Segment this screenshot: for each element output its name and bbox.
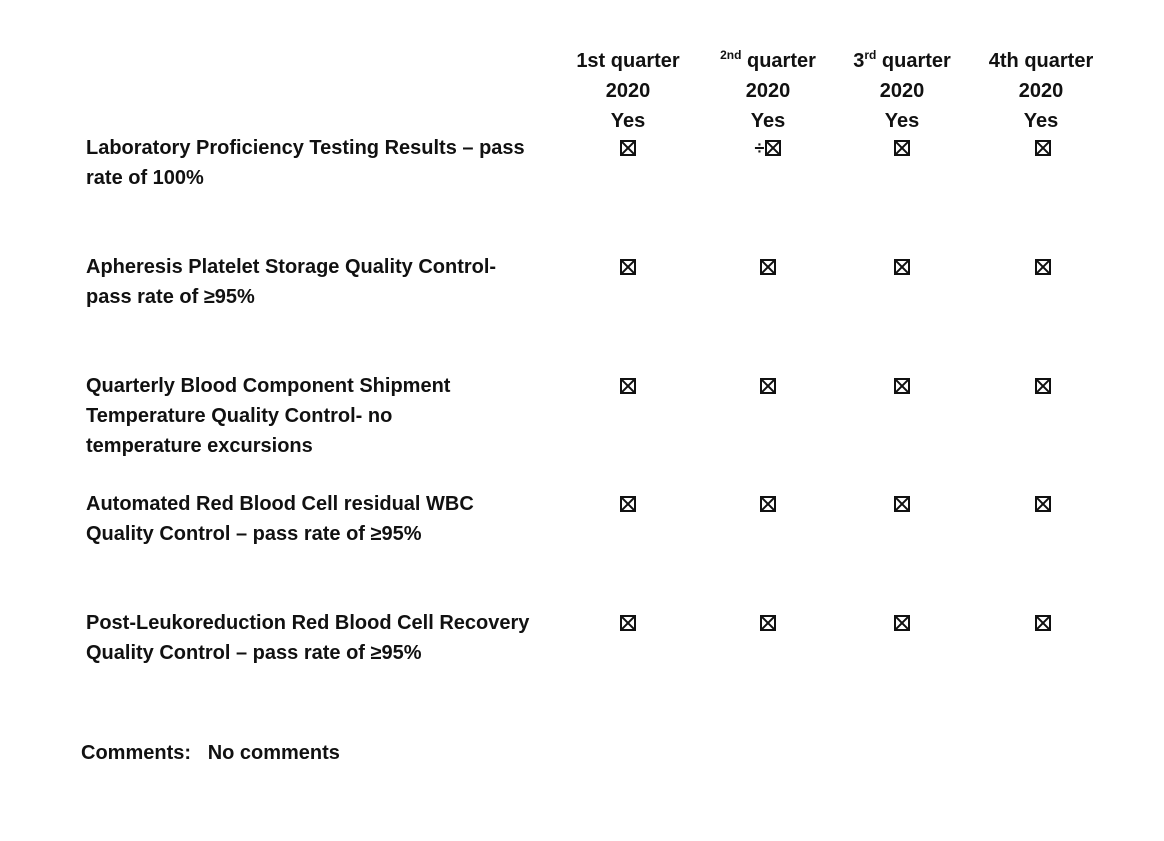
checked-box-icon[interactable] (894, 496, 910, 512)
checked-box-icon[interactable] (760, 496, 776, 512)
checked-box-icon[interactable] (620, 615, 636, 631)
column-header-q2-year: 2020 (745, 80, 791, 102)
column-header-q1 (558, 46, 698, 136)
checkbox-cell[interactable] (832, 608, 972, 638)
checkbox-cell[interactable] (832, 489, 972, 519)
checked-box-icon[interactable] (620, 496, 636, 512)
checked-box-icon[interactable] (894, 259, 910, 275)
checked-box-icon[interactable] (760, 378, 776, 394)
checkbox-cell[interactable] (698, 371, 838, 401)
checked-box-icon[interactable] (620, 259, 636, 275)
checkbox-cell[interactable] (558, 133, 698, 163)
column-header-q2 (698, 46, 838, 136)
checkbox-cell[interactable] (558, 608, 698, 638)
column-header-q1-yes: Yes (610, 110, 646, 132)
checked-box-icon[interactable] (620, 140, 636, 156)
row-label-proficiency-testing: Laboratory Proficiency Testing Results – pass rate of 100% (86, 137, 525, 189)
comments-value: No comments (207, 742, 340, 764)
checkbox-cell[interactable] (698, 489, 838, 519)
checked-box-icon[interactable] (1035, 496, 1051, 512)
column-header-q2-title: $^{2nd}$ quarter (720, 48, 816, 72)
checkbox-cell[interactable] (558, 489, 698, 519)
checkbox-cell[interactable] (973, 371, 1113, 401)
checkbox-cell[interactable] (832, 252, 972, 282)
checkbox-cell[interactable] (973, 489, 1113, 519)
checked-box-icon[interactable] (894, 615, 910, 631)
checkbox-cell[interactable] (698, 252, 838, 282)
checked-box-icon[interactable] (760, 615, 776, 631)
column-header-q3-title: 3rd quarter (853, 48, 951, 72)
checked-box-icon[interactable] (894, 140, 910, 156)
checkbox-cell[interactable] (973, 608, 1113, 638)
row-label-residual-wbc: Automated Red Blood Cell residual WBC Quality Control – pass rate of ≥95% (86, 493, 474, 545)
column-header-q1-year: 2020 (605, 80, 651, 102)
checkbox-cell[interactable] (698, 133, 838, 163)
checkbox-cell[interactable] (832, 133, 972, 163)
column-header-q2-yes: Yes (750, 110, 786, 132)
column-header-q3 (832, 46, 972, 136)
column-header-q3-yes: Yes (884, 110, 920, 132)
checkbox-cell[interactable] (698, 608, 838, 638)
comments-label: Comments: (81, 742, 192, 764)
column-header-q4-year: 2020 (1018, 80, 1064, 102)
row-label-rbc-recovery: Post-Leukoreduction Red Blood Cell Recovery Quality Control – pass rate of ≥95% (86, 612, 530, 664)
checked-box-icon[interactable] (620, 378, 636, 394)
row-label-shipment-temperature: Quarterly Blood Component Shipment Temperature Quality Control- no temperature excursions (86, 375, 451, 457)
checked-box-icon[interactable] (894, 378, 910, 394)
comments-line (81, 738, 340, 768)
checked-box-icon[interactable] (1035, 140, 1051, 156)
division-sign: ÷ (754, 138, 765, 158)
column-header-q4-title: 4th quarter (988, 50, 1094, 72)
checkbox-cell[interactable] (558, 252, 698, 282)
column-header-q4 (971, 46, 1111, 136)
column-header-q1-title: 1st quarter (576, 50, 680, 72)
column-header-q3-year: 2020 (879, 80, 925, 102)
column-header-q4-yes: Yes (1023, 110, 1059, 132)
checkbox-cell[interactable] (832, 371, 972, 401)
checked-box-icon[interactable] (1035, 615, 1051, 631)
checked-box-icon[interactable] (1035, 259, 1051, 275)
checkbox-cell[interactable] (558, 371, 698, 401)
checkbox-cell[interactable] (973, 252, 1113, 282)
checkbox-cell[interactable] (973, 133, 1113, 163)
checked-box-icon[interactable] (765, 140, 781, 156)
checked-box-icon[interactable] (1035, 378, 1051, 394)
checked-box-icon[interactable] (760, 259, 776, 275)
row-label-platelet-storage: Apheresis Platelet Storage Quality Control- pass rate of ≥95% (86, 256, 497, 308)
